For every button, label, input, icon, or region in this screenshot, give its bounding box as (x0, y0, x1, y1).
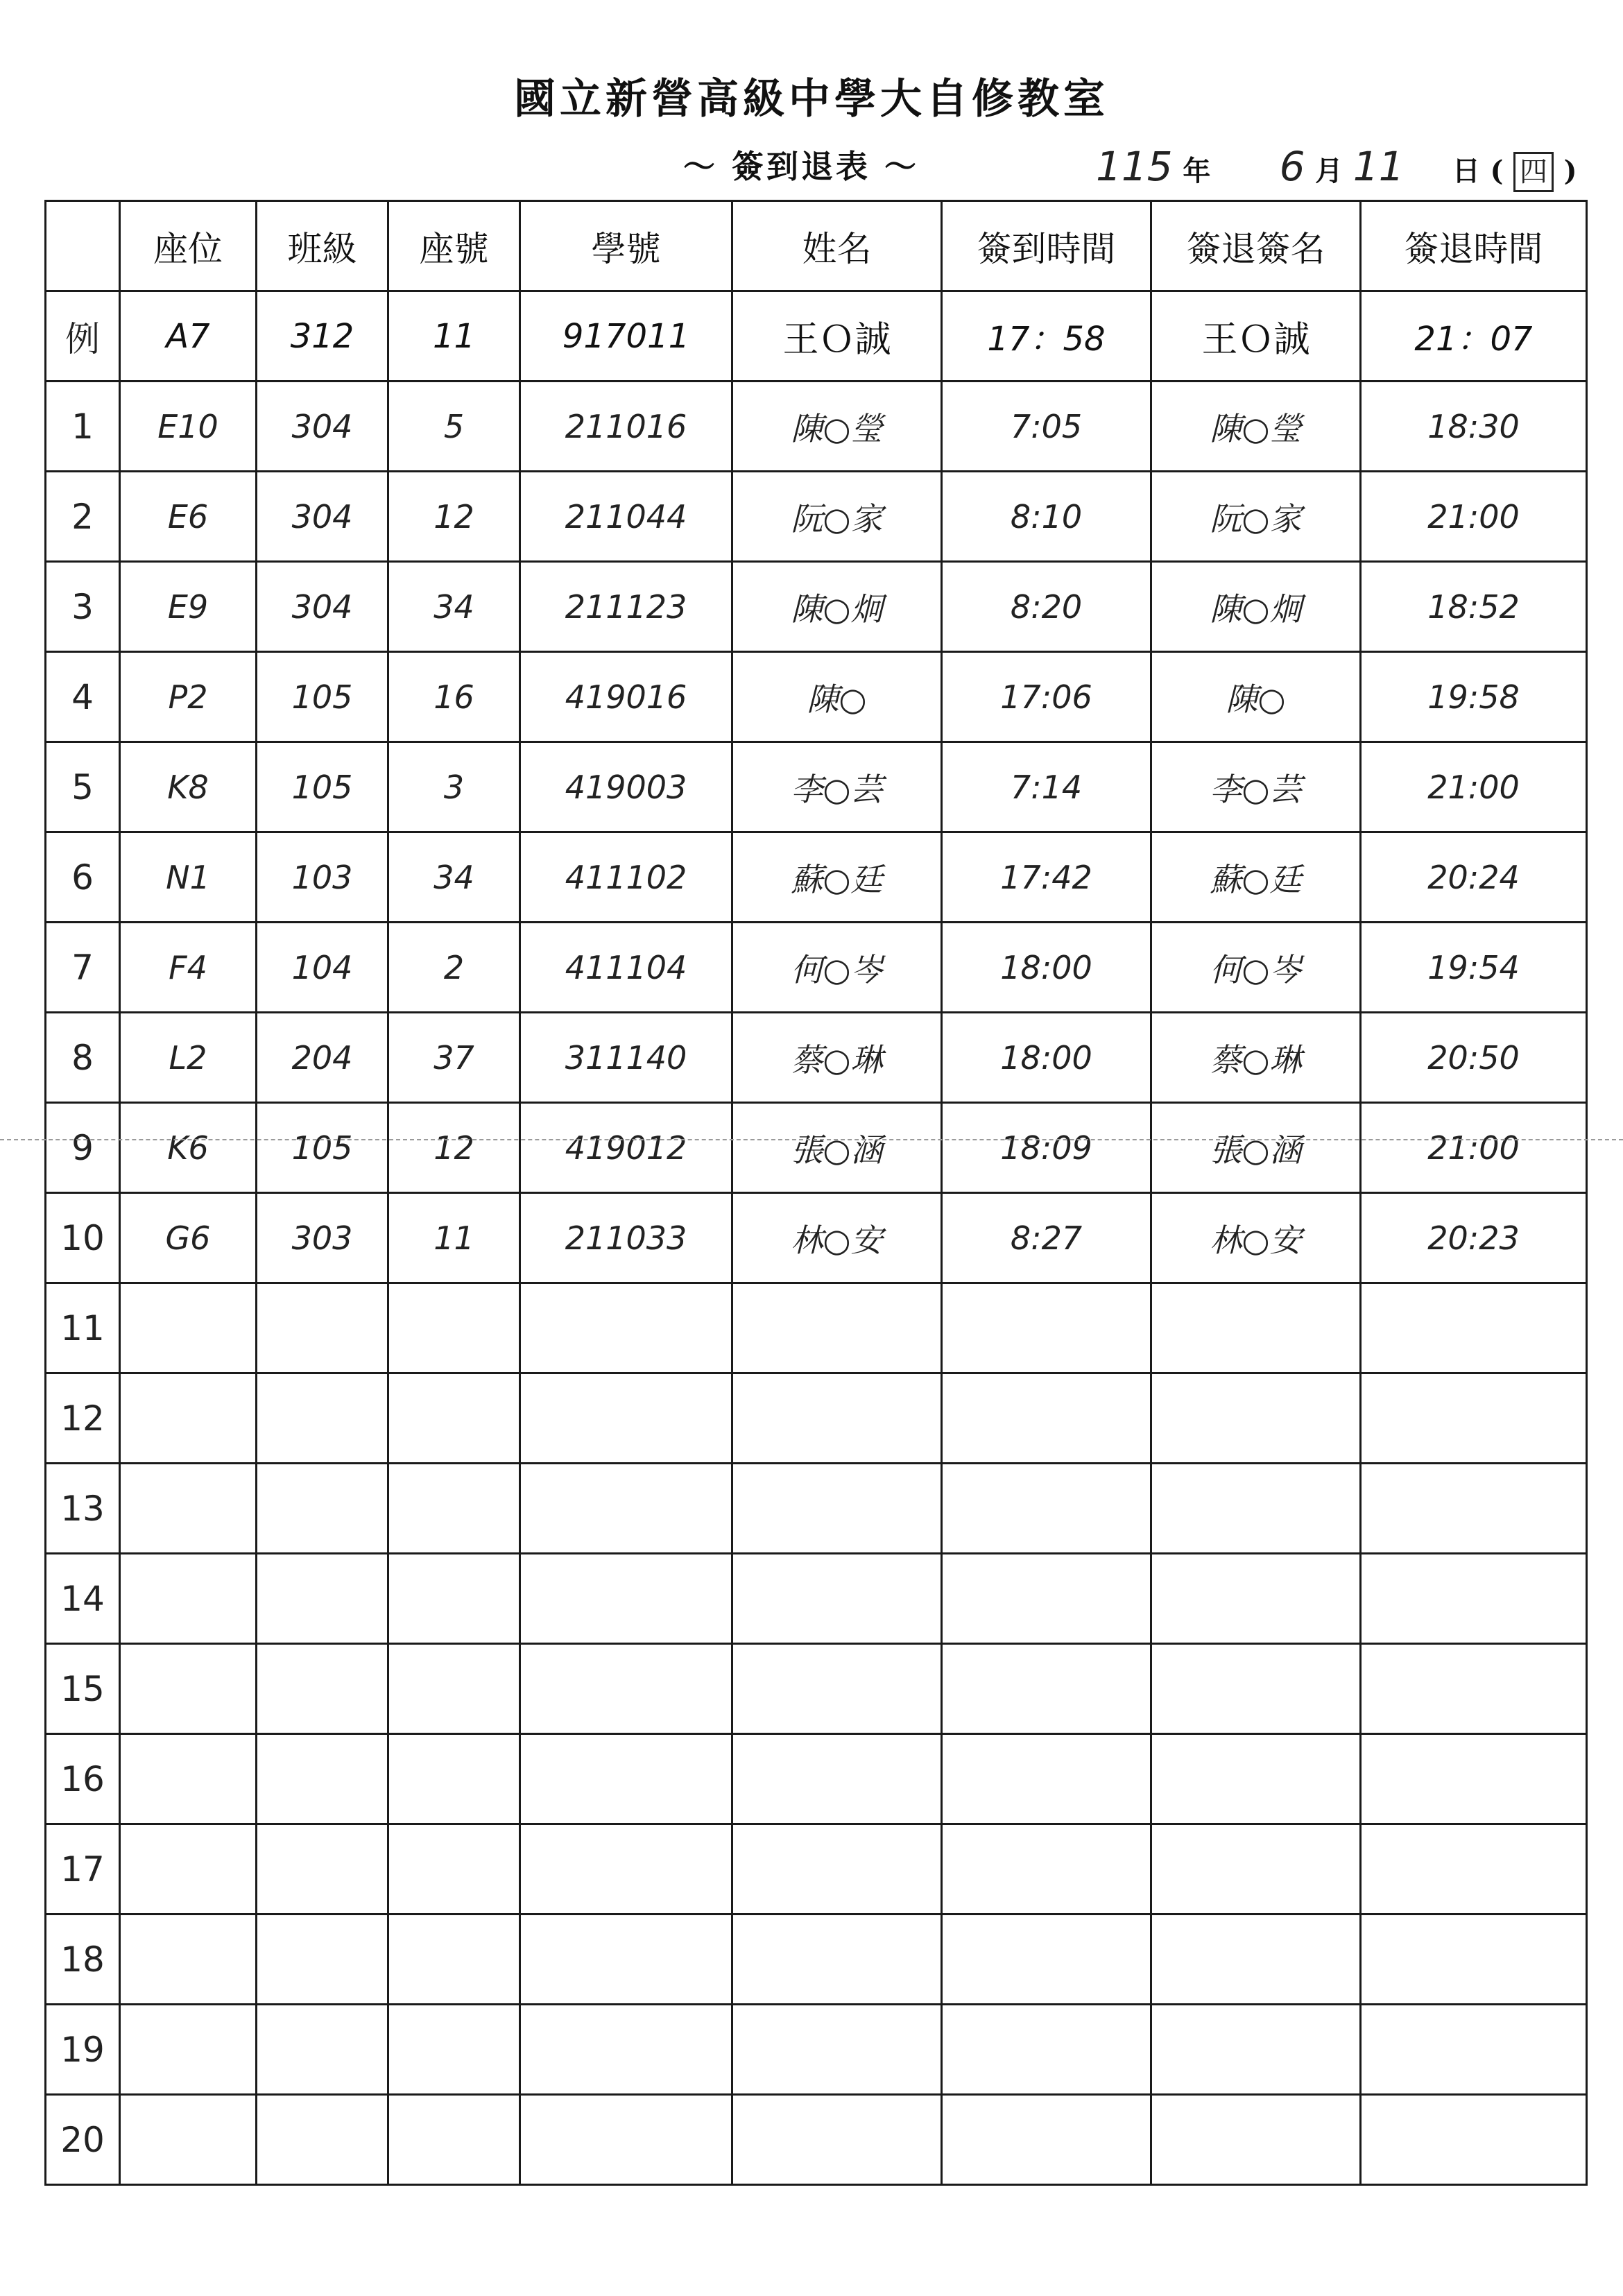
signout-name-cell[interactable] (1151, 2095, 1361, 2185)
seat-cell[interactable]: P2 (120, 652, 257, 742)
number-cell[interactable] (388, 1283, 520, 1373)
student-id-cell[interactable]: 419003 (520, 742, 732, 832)
seat-cell[interactable]: K8 (120, 742, 257, 832)
seat-cell[interactable]: E6 (120, 472, 257, 562)
seat-cell[interactable]: E10 (120, 382, 257, 472)
seat-cell[interactable]: N1 (120, 832, 257, 923)
row-number: 17 (46, 1824, 120, 1914)
signout-name-cell[interactable] (1151, 1734, 1361, 1824)
table-row (46, 1464, 1587, 1554)
table-row (46, 1644, 1587, 1734)
example-row (46, 291, 1587, 382)
name-cell[interactable] (732, 1464, 942, 1554)
table-row (46, 382, 1587, 472)
seat-cell[interactable] (120, 1914, 257, 2005)
class-cell[interactable] (257, 1824, 388, 1914)
student-id-cell[interactable]: 211044 (520, 472, 732, 562)
signout-time-cell[interactable]: 21:00 (1361, 472, 1587, 562)
name-cell[interactable] (732, 2005, 942, 2095)
signout-name-cell[interactable]: 何○岑 (1151, 923, 1361, 1013)
table-header-row (46, 201, 1587, 291)
signout-name-cell[interactable]: 蘇○廷 (1151, 832, 1361, 923)
date-year-unit: 年 (1183, 155, 1211, 187)
signout-time-cell[interactable] (1361, 1824, 1587, 1914)
class-cell[interactable]: 105 (257, 742, 388, 832)
student-id-cell[interactable] (520, 1824, 732, 1914)
example-label: 例 (46, 291, 120, 382)
signout-time-cell[interactable]: 18:30 (1361, 382, 1587, 472)
student-id-cell[interactable] (520, 1644, 732, 1734)
date-day-unit: 日 (1452, 155, 1480, 187)
table-row (46, 923, 1587, 1013)
col-header-signin-time: 簽到時間 (942, 201, 1151, 291)
signout-name-cell[interactable]: 阮○家 (1151, 472, 1361, 562)
name-cell[interactable]: 陳○瑩 (732, 382, 942, 472)
table-row (46, 2095, 1587, 2185)
signin-time-cell[interactable]: 8:27 (942, 1193, 1151, 1283)
signout-name-cell[interactable] (1151, 2005, 1361, 2095)
signin-time-cell[interactable]: 7:14 (942, 742, 1151, 832)
signin-time-cell[interactable] (942, 1644, 1151, 1734)
number-cell[interactable] (388, 1554, 520, 1644)
class-cell[interactable]: 204 (257, 1013, 388, 1103)
row-number: 12 (46, 1373, 120, 1464)
signin-time-cell[interactable] (942, 2095, 1151, 2185)
seat-cell[interactable]: E9 (120, 562, 257, 652)
number-cell[interactable]: 2 (388, 923, 520, 1013)
number-cell[interactable]: 34 (388, 562, 520, 652)
number-cell[interactable] (388, 1824, 520, 1914)
example-number: 11 (388, 291, 520, 382)
class-cell[interactable] (257, 1734, 388, 1824)
row-number: 11 (46, 1283, 120, 1373)
row-number: 13 (46, 1464, 120, 1554)
seat-cell[interactable] (120, 1464, 257, 1554)
student-id-cell[interactable]: 211123 (520, 562, 732, 652)
name-cell[interactable] (732, 1824, 942, 1914)
student-id-cell[interactable] (520, 1554, 732, 1644)
col-header-index (46, 201, 120, 291)
seat-cell[interactable] (120, 2005, 257, 2095)
table-row (46, 562, 1587, 652)
weekday-open: ( (1490, 155, 1504, 187)
name-cell[interactable]: 阮○家 (732, 472, 942, 562)
date-month-unit: 月 (1315, 155, 1343, 187)
name-cell[interactable] (732, 1554, 942, 1644)
signin-time-cell[interactable]: 18:00 (942, 1013, 1151, 1103)
row-number: 14 (46, 1554, 120, 1644)
student-id-cell[interactable]: 411102 (520, 832, 732, 923)
number-cell[interactable]: 11 (388, 1193, 520, 1283)
signout-time-cell[interactable] (1361, 1734, 1587, 1824)
col-header-name: 姓名 (732, 201, 942, 291)
col-header-class: 班級 (257, 201, 388, 291)
student-id-cell[interactable] (520, 1373, 732, 1464)
signin-time-cell[interactable]: 17:42 (942, 832, 1151, 923)
name-cell[interactable]: 林○安 (732, 1193, 942, 1283)
seat-cell[interactable] (120, 1734, 257, 1824)
name-cell[interactable]: 李○芸 (732, 742, 942, 832)
signout-name-cell[interactable] (1151, 1373, 1361, 1464)
signout-time-cell[interactable] (1361, 1554, 1587, 1644)
student-id-cell[interactable] (520, 2095, 732, 2185)
table-row (46, 1013, 1587, 1103)
example-seat: A7 (120, 291, 257, 382)
row-number: 9 (46, 1103, 120, 1193)
signout-name-cell[interactable]: 陳○炯 (1151, 562, 1361, 652)
class-cell[interactable]: 304 (257, 382, 388, 472)
signout-name-cell[interactable]: 李○芸 (1151, 742, 1361, 832)
signin-time-cell[interactable]: 7:05 (942, 382, 1151, 472)
name-cell[interactable] (732, 2095, 942, 2185)
signout-time-cell[interactable]: 18:52 (1361, 562, 1587, 652)
number-cell[interactable]: 5 (388, 382, 520, 472)
row-number: 2 (46, 472, 120, 562)
example-student-id: 917011 (520, 291, 732, 382)
col-header-number: 座號 (388, 201, 520, 291)
seat-cell[interactable]: G6 (120, 1193, 257, 1283)
number-cell[interactable] (388, 1373, 520, 1464)
name-cell[interactable] (732, 1914, 942, 2005)
class-cell[interactable]: 103 (257, 832, 388, 923)
name-cell[interactable]: 何○岑 (732, 923, 942, 1013)
row-number: 6 (46, 832, 120, 923)
signout-time-cell[interactable] (1361, 1373, 1587, 1464)
date-day: 11 (1352, 143, 1405, 190)
col-header-signout-time: 簽退時間 (1361, 201, 1587, 291)
student-id-cell[interactable]: 211033 (520, 1193, 732, 1283)
table-row (46, 1373, 1587, 1464)
col-header-signout-name: 簽退簽名 (1151, 201, 1361, 291)
number-cell[interactable]: 12 (388, 472, 520, 562)
table-row (46, 1103, 1587, 1193)
signout-name-cell[interactable] (1151, 1283, 1361, 1373)
class-cell[interactable] (257, 1283, 388, 1373)
class-cell[interactable]: 304 (257, 472, 388, 562)
signout-name-cell[interactable]: 林○安 (1151, 1193, 1361, 1283)
number-cell[interactable] (388, 1734, 520, 1824)
signin-time-cell[interactable]: 8:10 (942, 472, 1151, 562)
row-number: 20 (46, 2095, 120, 2185)
page-title: 國立新營高級中學大自修教室 (514, 75, 1109, 123)
signin-time-cell[interactable] (942, 1824, 1151, 1914)
signout-name-cell[interactable] (1151, 1554, 1361, 1644)
signout-name-cell[interactable] (1151, 1464, 1361, 1554)
signout-name-cell[interactable] (1151, 1824, 1361, 1914)
student-id-cell[interactable]: 311140 (520, 1013, 732, 1103)
name-cell[interactable]: 蔡○琳 (732, 1013, 942, 1103)
table-row (46, 652, 1587, 742)
class-cell[interactable] (257, 1464, 388, 1554)
seat-cell[interactable] (120, 1644, 257, 1734)
row-number: 15 (46, 1644, 120, 1734)
name-cell[interactable]: 陳○ (732, 652, 942, 742)
signout-name-cell[interactable] (1151, 1644, 1361, 1734)
student-id-cell[interactable] (520, 1734, 732, 1824)
name-cell[interactable] (732, 1373, 942, 1464)
signin-time-cell[interactable] (942, 1464, 1151, 1554)
signout-time-cell[interactable]: 19:58 (1361, 652, 1587, 742)
class-cell[interactable] (257, 1373, 388, 1464)
seat-cell[interactable]: K6 (120, 1103, 257, 1193)
class-cell[interactable] (257, 1554, 388, 1644)
seat-cell[interactable] (120, 1283, 257, 1373)
table-row (46, 472, 1587, 562)
class-cell[interactable]: 104 (257, 923, 388, 1013)
signin-time-cell[interactable] (942, 1914, 1151, 2005)
signout-name-cell[interactable]: 蔡○琳 (1151, 1013, 1361, 1103)
col-header-seat: 座位 (120, 201, 257, 291)
signout-time-cell[interactable]: 20:24 (1361, 832, 1587, 923)
student-id-cell[interactable] (520, 1464, 732, 1554)
seat-cell[interactable] (120, 1373, 257, 1464)
signout-time-cell[interactable]: 21:00 (1361, 1103, 1587, 1193)
seat-cell[interactable] (120, 1824, 257, 1914)
row-number: 1 (46, 382, 120, 472)
weekday-close: ) (1563, 155, 1577, 187)
col-header-student-id: 學號 (520, 201, 732, 291)
signout-name-cell[interactable]: 陳○ (1151, 652, 1361, 742)
class-cell[interactable] (257, 2005, 388, 2095)
number-cell[interactable]: 3 (388, 742, 520, 832)
signout-name-cell[interactable]: 陳○瑩 (1151, 382, 1361, 472)
example-signout-time: 21：07 (1361, 291, 1587, 382)
student-id-cell[interactable]: 211016 (520, 382, 732, 472)
row-number: 16 (46, 1734, 120, 1824)
signout-time-cell[interactable]: 19:54 (1361, 923, 1587, 1013)
signout-time-cell[interactable] (1361, 1914, 1587, 2005)
signin-time-cell[interactable]: 18:00 (942, 923, 1151, 1013)
number-cell[interactable]: 12 (388, 1103, 520, 1193)
class-cell[interactable] (257, 2095, 388, 2185)
row-number: 19 (46, 2005, 120, 2095)
student-id-cell[interactable] (520, 1914, 732, 2005)
name-cell[interactable]: 蘇○廷 (732, 832, 942, 923)
date-year: 115 (1096, 143, 1173, 190)
number-cell[interactable] (388, 2095, 520, 2185)
row-number: 3 (46, 562, 120, 652)
number-cell[interactable]: 37 (388, 1013, 520, 1103)
example-class: 312 (257, 291, 388, 382)
name-cell[interactable] (732, 1734, 942, 1824)
row-number: 4 (46, 652, 120, 742)
table-row (46, 2005, 1587, 2095)
date-line (1096, 139, 1581, 194)
date-month: 6 (1279, 143, 1305, 190)
row-number: 7 (46, 923, 120, 1013)
signin-time-cell[interactable] (942, 1554, 1151, 1644)
class-cell[interactable]: 303 (257, 1193, 388, 1283)
name-cell[interactable]: 張○涵 (732, 1103, 942, 1193)
student-id-cell[interactable]: 419012 (520, 1103, 732, 1193)
form-subtitle: ～ 簽到退表 ～ (683, 148, 920, 185)
fold-line (0, 1139, 1623, 1140)
row-number: 10 (46, 1193, 120, 1283)
student-id-cell[interactable] (520, 2005, 732, 2095)
class-cell[interactable]: 105 (257, 652, 388, 742)
table-row (46, 1283, 1587, 1373)
table-row (46, 1554, 1587, 1644)
name-cell[interactable] (732, 1644, 942, 1734)
number-cell[interactable] (388, 1464, 520, 1554)
table-row (46, 1734, 1587, 1824)
number-cell[interactable] (388, 1914, 520, 2005)
signout-name-cell[interactable] (1151, 1914, 1361, 2005)
class-cell[interactable] (257, 1644, 388, 1734)
number-cell[interactable] (388, 2005, 520, 2095)
signin-time-cell[interactable] (942, 1734, 1151, 1824)
class-cell[interactable]: 304 (257, 562, 388, 652)
signout-time-cell[interactable]: 21:00 (1361, 742, 1587, 832)
student-id-cell[interactable]: 419016 (520, 652, 732, 742)
seat-cell[interactable] (120, 1554, 257, 1644)
signin-time-cell[interactable] (942, 1373, 1151, 1464)
signin-time-cell[interactable]: 17:06 (942, 652, 1151, 742)
number-cell[interactable] (388, 1644, 520, 1734)
table-row (46, 1824, 1587, 1914)
signout-time-cell[interactable]: 20:23 (1361, 1193, 1587, 1283)
class-cell[interactable] (257, 1914, 388, 2005)
signin-time-cell[interactable]: 18:09 (942, 1103, 1151, 1193)
table-row (46, 1193, 1587, 1283)
date-weekday: 四 (1513, 152, 1554, 192)
example-name: 王Ｏ誠 (732, 291, 942, 382)
signout-time-cell[interactable] (1361, 2095, 1587, 2185)
signout-time-cell[interactable] (1361, 1283, 1587, 1373)
name-cell[interactable]: 陳○炯 (732, 562, 942, 652)
seat-cell[interactable]: L2 (120, 1013, 257, 1103)
signout-time-cell[interactable] (1361, 1464, 1587, 1554)
name-cell[interactable] (732, 1283, 942, 1373)
row-number: 8 (46, 1013, 120, 1103)
signin-time-cell[interactable]: 8:20 (942, 562, 1151, 652)
signin-table (44, 200, 1588, 2186)
signout-time-cell[interactable] (1361, 2005, 1587, 2095)
signout-name-cell[interactable]: 張○涵 (1151, 1103, 1361, 1193)
example-signout-name: 王Ｏ誠 (1151, 291, 1361, 382)
row-number: 18 (46, 1914, 120, 2005)
table-row (46, 742, 1587, 832)
number-cell[interactable]: 34 (388, 832, 520, 923)
seat-cell[interactable] (120, 2095, 257, 2185)
signin-time-cell[interactable] (942, 1283, 1151, 1373)
example-signin-time: 17：58 (942, 291, 1151, 382)
student-id-cell[interactable] (520, 1283, 732, 1373)
table-row (46, 832, 1587, 923)
signout-time-cell[interactable] (1361, 1644, 1587, 1734)
number-cell[interactable]: 16 (388, 652, 520, 742)
signout-time-cell[interactable]: 20:50 (1361, 1013, 1587, 1103)
class-cell[interactable]: 105 (257, 1103, 388, 1193)
row-number: 5 (46, 742, 120, 832)
signin-time-cell[interactable] (942, 2005, 1151, 2095)
seat-cell[interactable]: F4 (120, 923, 257, 1013)
table-row (46, 1914, 1587, 2005)
student-id-cell[interactable]: 411104 (520, 923, 732, 1013)
